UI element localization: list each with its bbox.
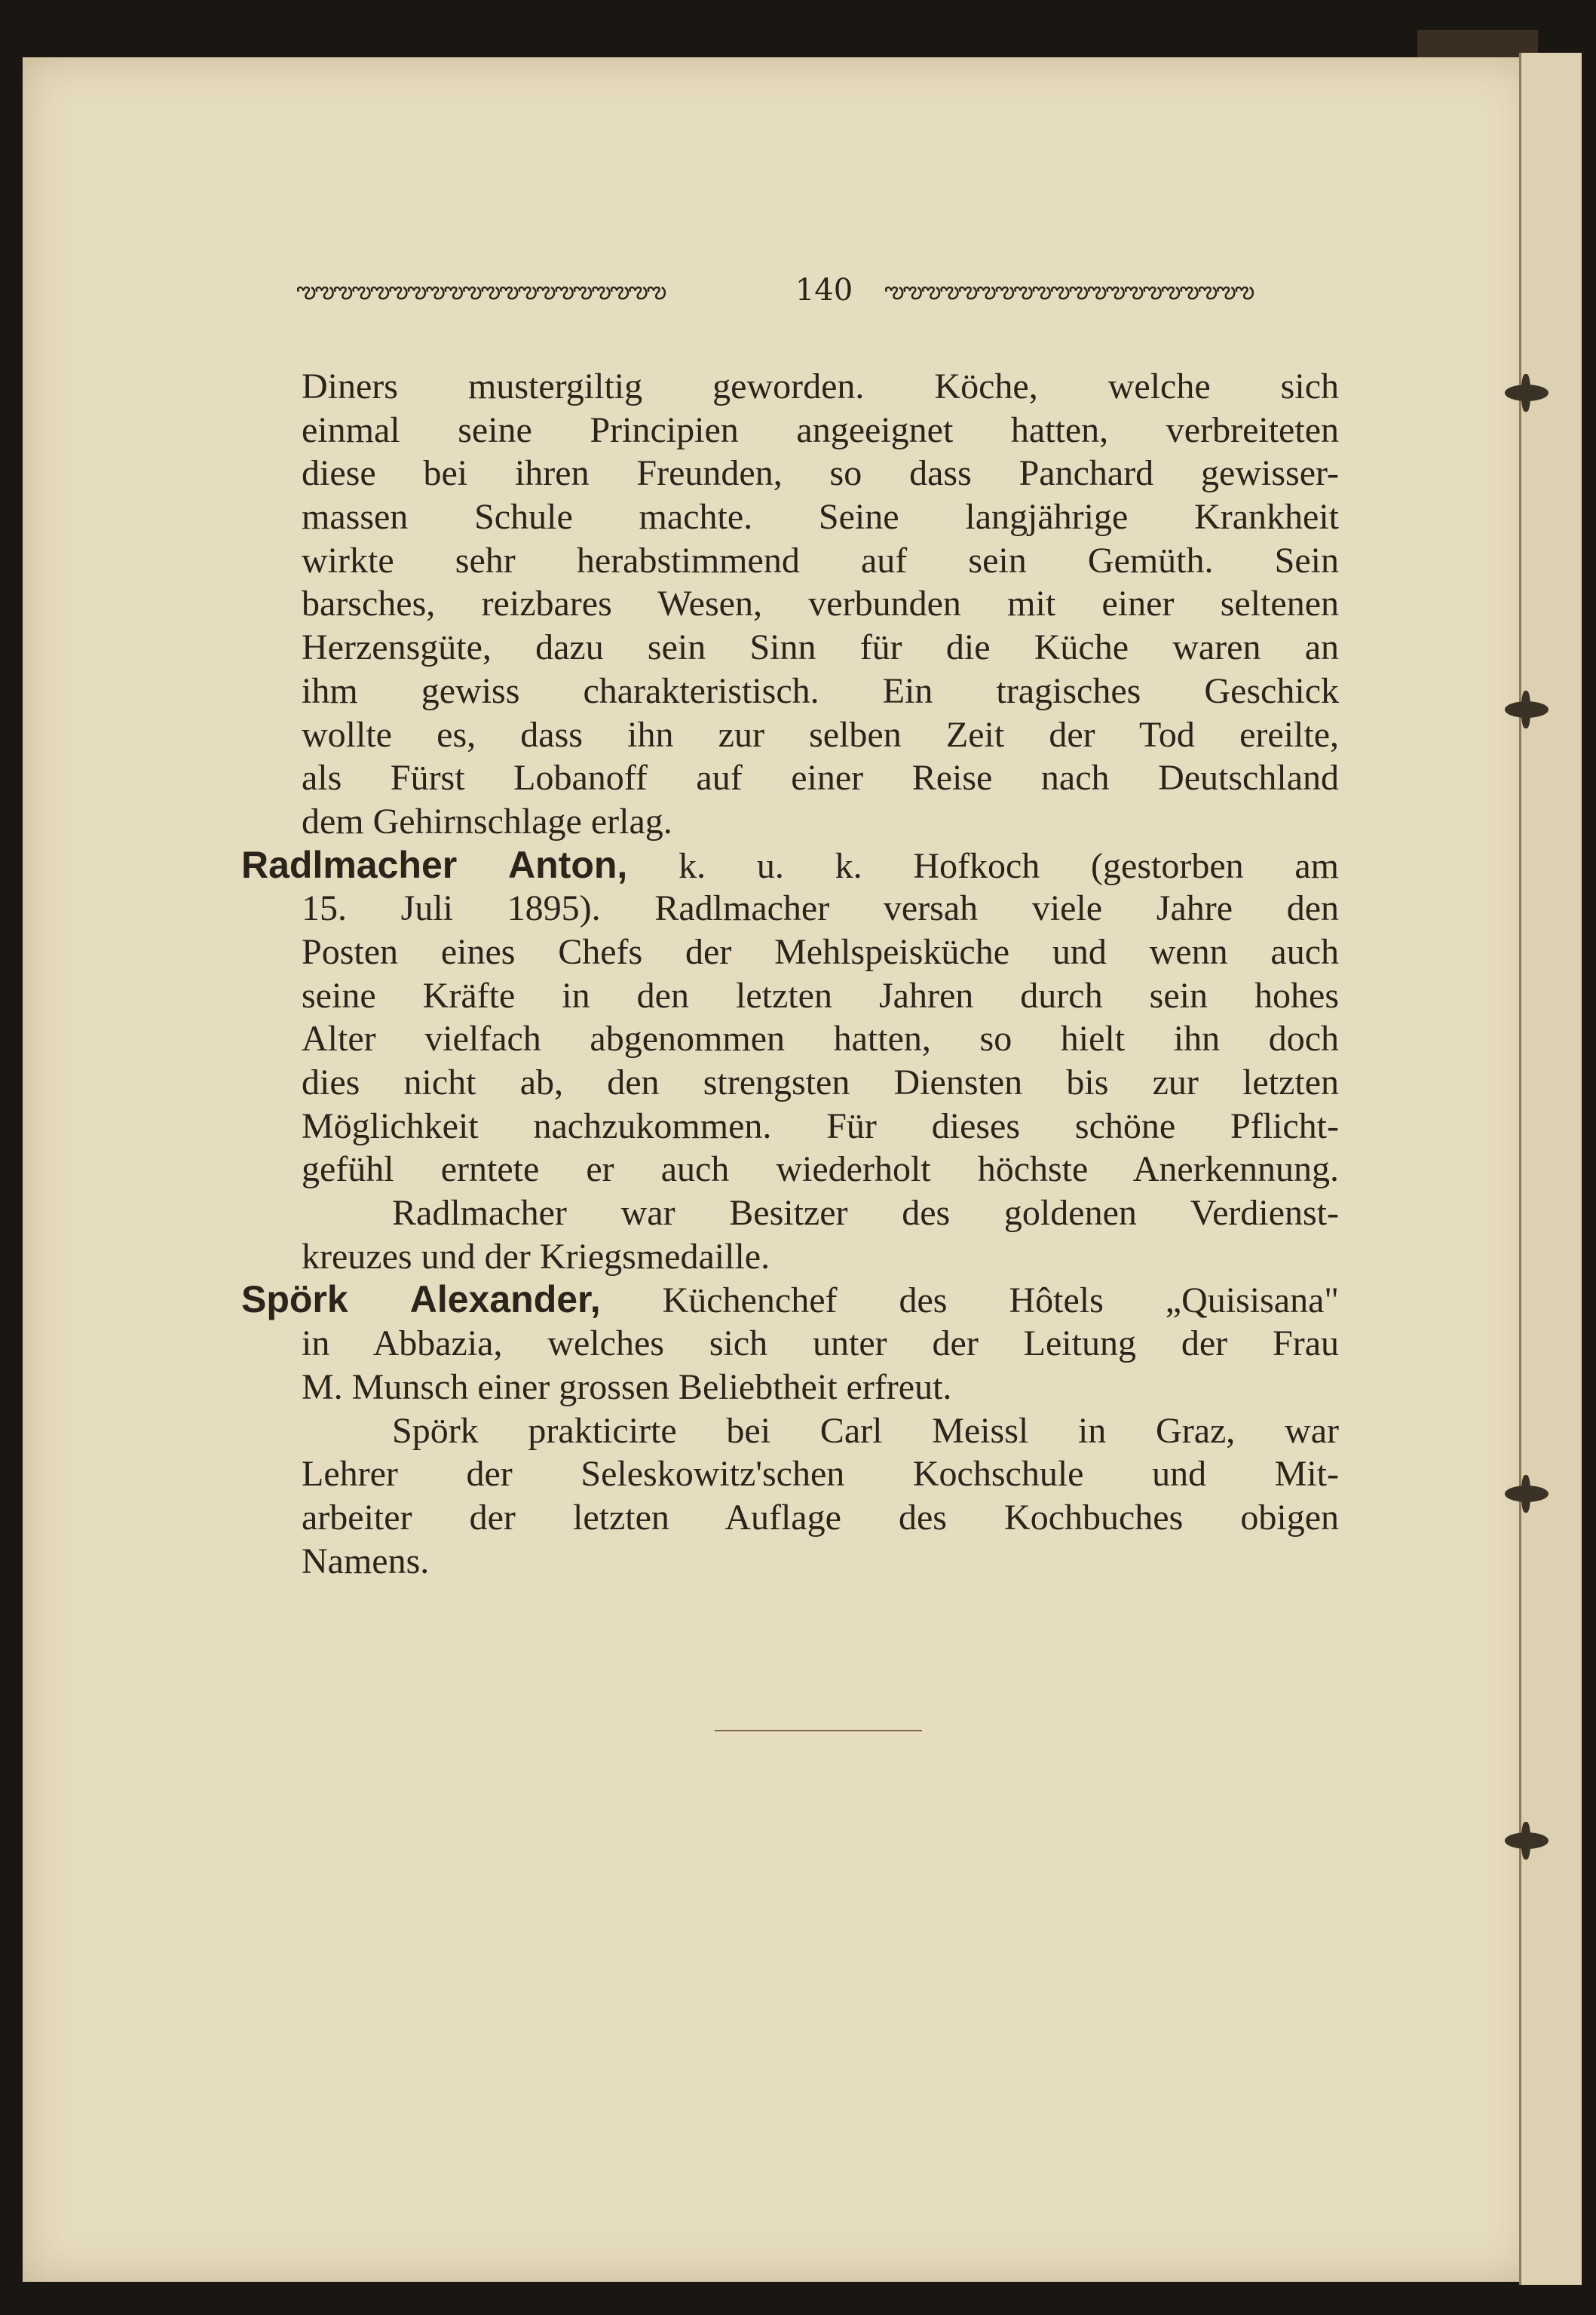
page-header xyxy=(296,270,1344,315)
text-line: wollte es, dass ihn zur selben Zeit der Tod ereilte, xyxy=(302,714,1339,755)
text-line: diese bei ihren Freunden, so dass Panchard gewisser- xyxy=(302,453,1339,494)
text-line: ihm gewiss charakteristisch. Ein tragisches Geschick xyxy=(302,670,1339,711)
text-line: 15. Juli 1895). Radlmacher versah viele Jahre den xyxy=(302,888,1339,929)
text-line: als Fürst Lobanoff auf einer Reise nach Deutschland xyxy=(302,758,1339,799)
entry-first-line: k. u. k. Hofkoch (gestorben am xyxy=(679,845,1340,886)
text-line: kreuzes und der Kriegsmedaille. xyxy=(302,1236,770,1277)
text-line: Diners mustergiltig geworden. Köche, welche sich xyxy=(302,366,1339,406)
body-text xyxy=(241,365,1340,1583)
text-line: barsches, reizbares Wesen, verbunden mit einer seltenen xyxy=(302,584,1339,624)
entry-heading-radlmacher xyxy=(241,844,1339,888)
section-rule xyxy=(715,1730,922,1731)
header-ornament-right: ఌఌఌఌఌఌఌఌఌఌఌఌఌఌఌఌఌఌఌఌ xyxy=(884,277,1254,304)
entry-heading-spoerk xyxy=(241,1278,1339,1322)
text-line: Namens. xyxy=(302,1541,430,1581)
text-line: einmal seine Principien angeeignet hatten, verbreiteten xyxy=(302,409,1339,450)
text-line: dem Gehirnschlage erlag. xyxy=(302,801,672,842)
header-ornament-left: ఌఌఌఌఌఌఌఌఌఌఌఌఌఌఌఌఌఌఌఌ xyxy=(296,277,666,304)
binding-stitch-mark xyxy=(1505,1486,1549,1502)
binding-stitch-mark xyxy=(1505,385,1549,401)
entry-first-line: Küchenchef des Hôtels „Quisisana" xyxy=(662,1280,1340,1321)
text-line: Alter vielfach abgenommen hatten, so hielt ihn doch xyxy=(302,1019,1339,1059)
text-line: gefühl erntete er auch wiederholt höchste Anerkennung. xyxy=(302,1149,1339,1190)
text-line: Posten eines Chefs der Mehlspeisküche und wenn auch xyxy=(302,931,1339,972)
binding-stitch-mark xyxy=(1505,701,1549,718)
text-line: Lehrer der Seleskowitz'schen Kochschule und Mit- xyxy=(302,1454,1339,1495)
text-line: M. Munsch einer grossen Beliebtheit erfreut. xyxy=(302,1366,952,1407)
entry-name: Spörk Alexander, xyxy=(241,1278,601,1321)
text-line: arbeiter der letzten Auflage des Kochbuches obigen xyxy=(302,1497,1339,1538)
text-line: massen Schule machte. Seine langjährige Krankheit xyxy=(302,497,1339,538)
text-line: Spörk prakticirte bei Carl Meissl in Graz, war xyxy=(392,1410,1339,1451)
text-line: seine Kräfte in den letzten Jahren durch sein hohes xyxy=(302,975,1339,1016)
text-line: Möglichkeit nachzukommen. Für dieses schöne Pflicht- xyxy=(302,1105,1339,1146)
binding-stitch-mark xyxy=(1505,1832,1549,1849)
text-line: wirkte sehr herabstimmend auf sein Gemüth. Sein xyxy=(302,540,1339,581)
text-line: dies nicht ab, den strengsten Diensten bis zur letzten xyxy=(302,1062,1339,1102)
text-line: Herzensgüte, dazu sein Sinn für die Küche waren an xyxy=(302,627,1339,668)
text-line: Radlmacher war Besitzer des goldenen Verdienst- xyxy=(392,1193,1339,1234)
binding-edge xyxy=(1519,53,1582,2285)
entry-name: Radlmacher Anton, xyxy=(241,843,628,886)
text-line: in Abbazia, welches sich unter der Leitung der Frau xyxy=(302,1323,1339,1364)
page-number: 140 xyxy=(795,273,853,308)
